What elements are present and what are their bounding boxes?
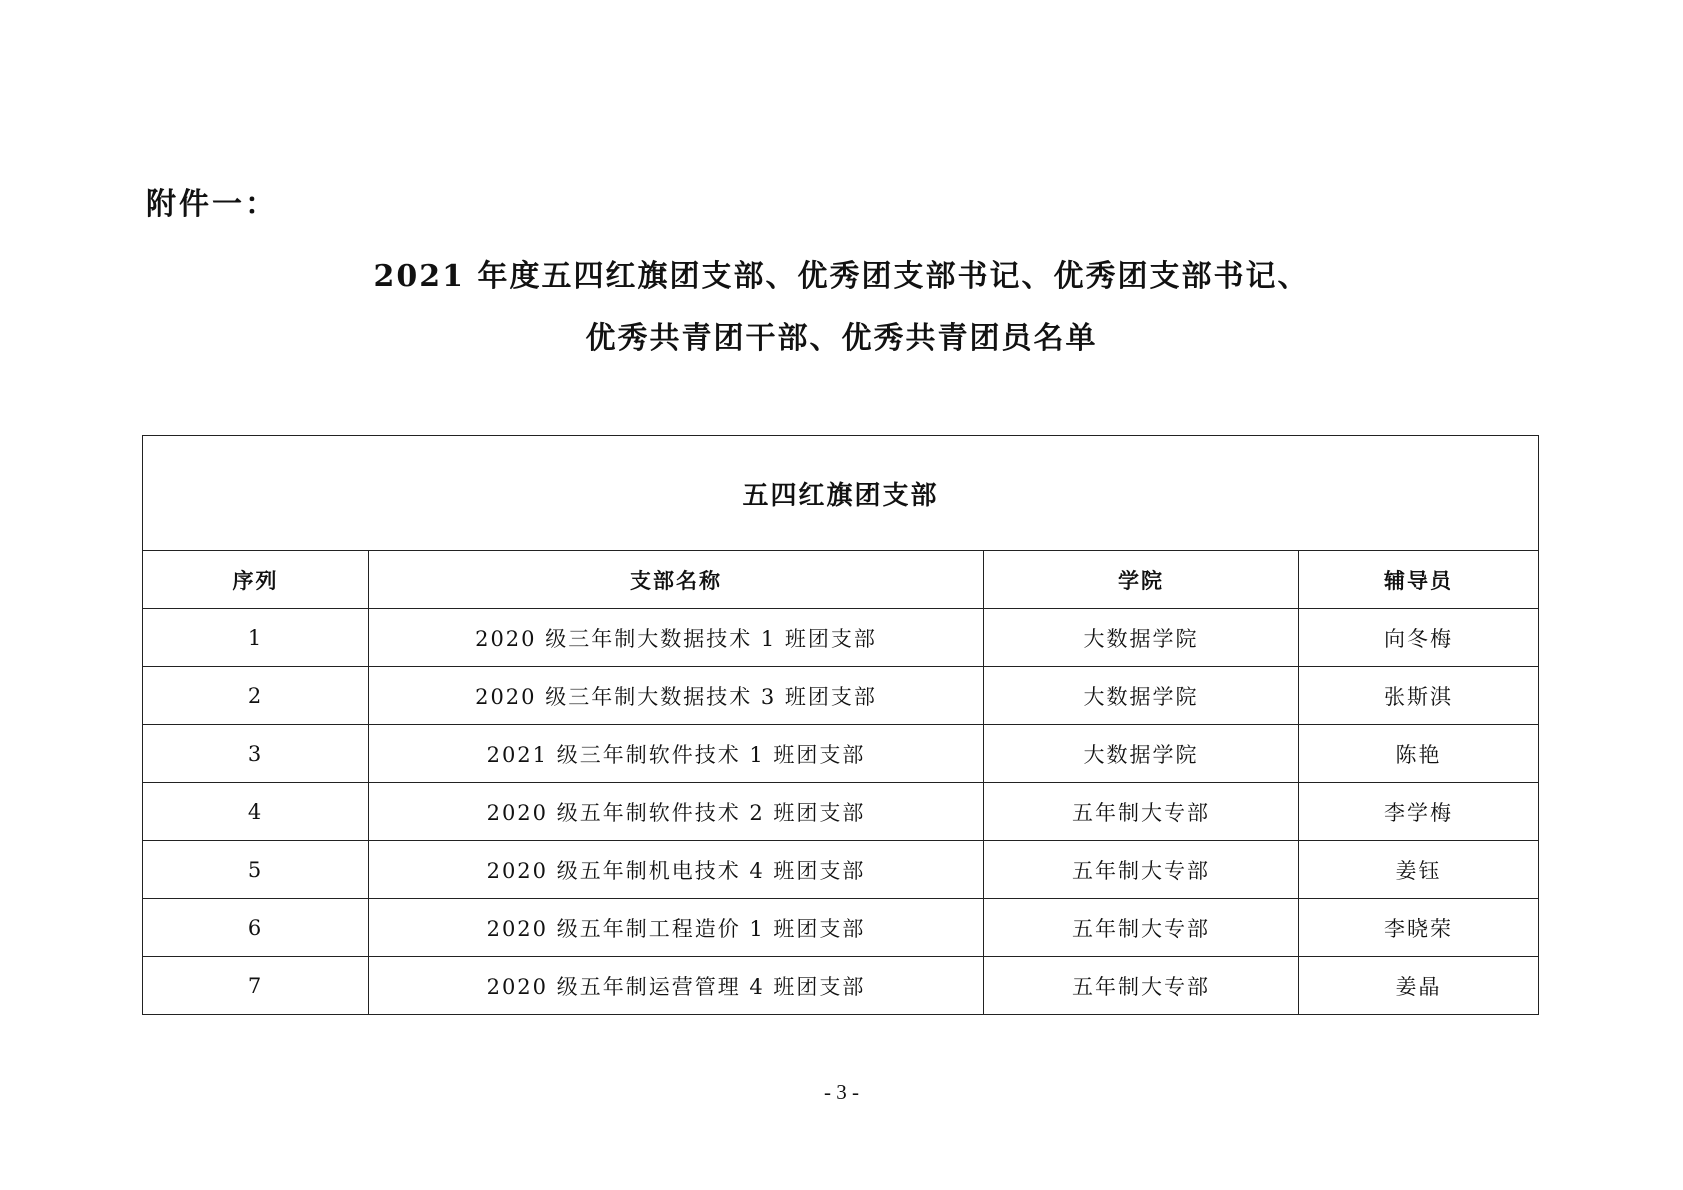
table-row bbox=[143, 667, 1539, 725]
table-header-row bbox=[143, 551, 1539, 609]
page-number: - 3 - bbox=[824, 1080, 859, 1104]
header-counselor: 辅导员 bbox=[1299, 551, 1539, 609]
document-title-line-1: 2021 年度五四红旗团支部、优秀团支部书记、优秀团支部书记、 bbox=[373, 259, 1310, 294]
cell-counselor: 李学梅 bbox=[1299, 783, 1539, 841]
table-row bbox=[143, 841, 1539, 899]
cell-counselor: 姜钰 bbox=[1299, 841, 1539, 899]
cell-college: 大数据学院 bbox=[984, 725, 1299, 783]
cell-counselor: 姜晶 bbox=[1299, 957, 1539, 1015]
cell-college: 五年制大专部 bbox=[984, 957, 1299, 1015]
cell-counselor: 李晓荣 bbox=[1299, 899, 1539, 957]
cell-college: 五年制大专部 bbox=[984, 783, 1299, 841]
cell-college: 五年制大专部 bbox=[984, 841, 1299, 899]
table-row bbox=[143, 725, 1539, 783]
cell-college: 大数据学院 bbox=[984, 609, 1299, 667]
cell-index: 3 bbox=[143, 725, 369, 783]
cell-index: 7 bbox=[143, 957, 369, 1015]
cell-index: 1 bbox=[143, 609, 369, 667]
header-index: 序列 bbox=[143, 551, 369, 609]
header-branch-name: 支部名称 bbox=[369, 551, 984, 609]
cell-index: 6 bbox=[143, 899, 369, 957]
cell-branch-name: 2020 级五年制运营管理 4 班团支部 bbox=[369, 957, 984, 1015]
table-caption-row bbox=[143, 436, 1539, 551]
table-caption: 五四红旗团支部 bbox=[143, 436, 1539, 551]
cell-college: 五年制大专部 bbox=[984, 899, 1299, 957]
table-row bbox=[143, 783, 1539, 841]
cell-counselor: 陈艳 bbox=[1299, 725, 1539, 783]
cell-branch-name: 2020 级五年制机电技术 4 班团支部 bbox=[369, 841, 984, 899]
cell-branch-name: 2021 级三年制软件技术 1 班团支部 bbox=[369, 725, 984, 783]
cell-counselor: 张斯淇 bbox=[1299, 667, 1539, 725]
header-college: 学院 bbox=[984, 551, 1299, 609]
attachment-label: 附件一： bbox=[146, 187, 278, 222]
cell-index: 2 bbox=[143, 667, 369, 725]
cell-index: 4 bbox=[143, 783, 369, 841]
document-title-line-2: 优秀共青团干部、优秀共青团员名单 bbox=[585, 321, 1098, 356]
honor-list-table bbox=[142, 435, 1539, 1015]
cell-counselor: 向冬梅 bbox=[1299, 609, 1539, 667]
table-row bbox=[143, 609, 1539, 667]
cell-college: 大数据学院 bbox=[984, 667, 1299, 725]
cell-index: 5 bbox=[143, 841, 369, 899]
cell-branch-name: 2020 级五年制软件技术 2 班团支部 bbox=[369, 783, 984, 841]
cell-branch-name: 2020 级三年制大数据技术 1 班团支部 bbox=[369, 609, 984, 667]
table-row bbox=[143, 899, 1539, 957]
table-row bbox=[143, 957, 1539, 1015]
cell-branch-name: 2020 级五年制工程造价 1 班团支部 bbox=[369, 899, 984, 957]
cell-branch-name: 2020 级三年制大数据技术 3 班团支部 bbox=[369, 667, 984, 725]
